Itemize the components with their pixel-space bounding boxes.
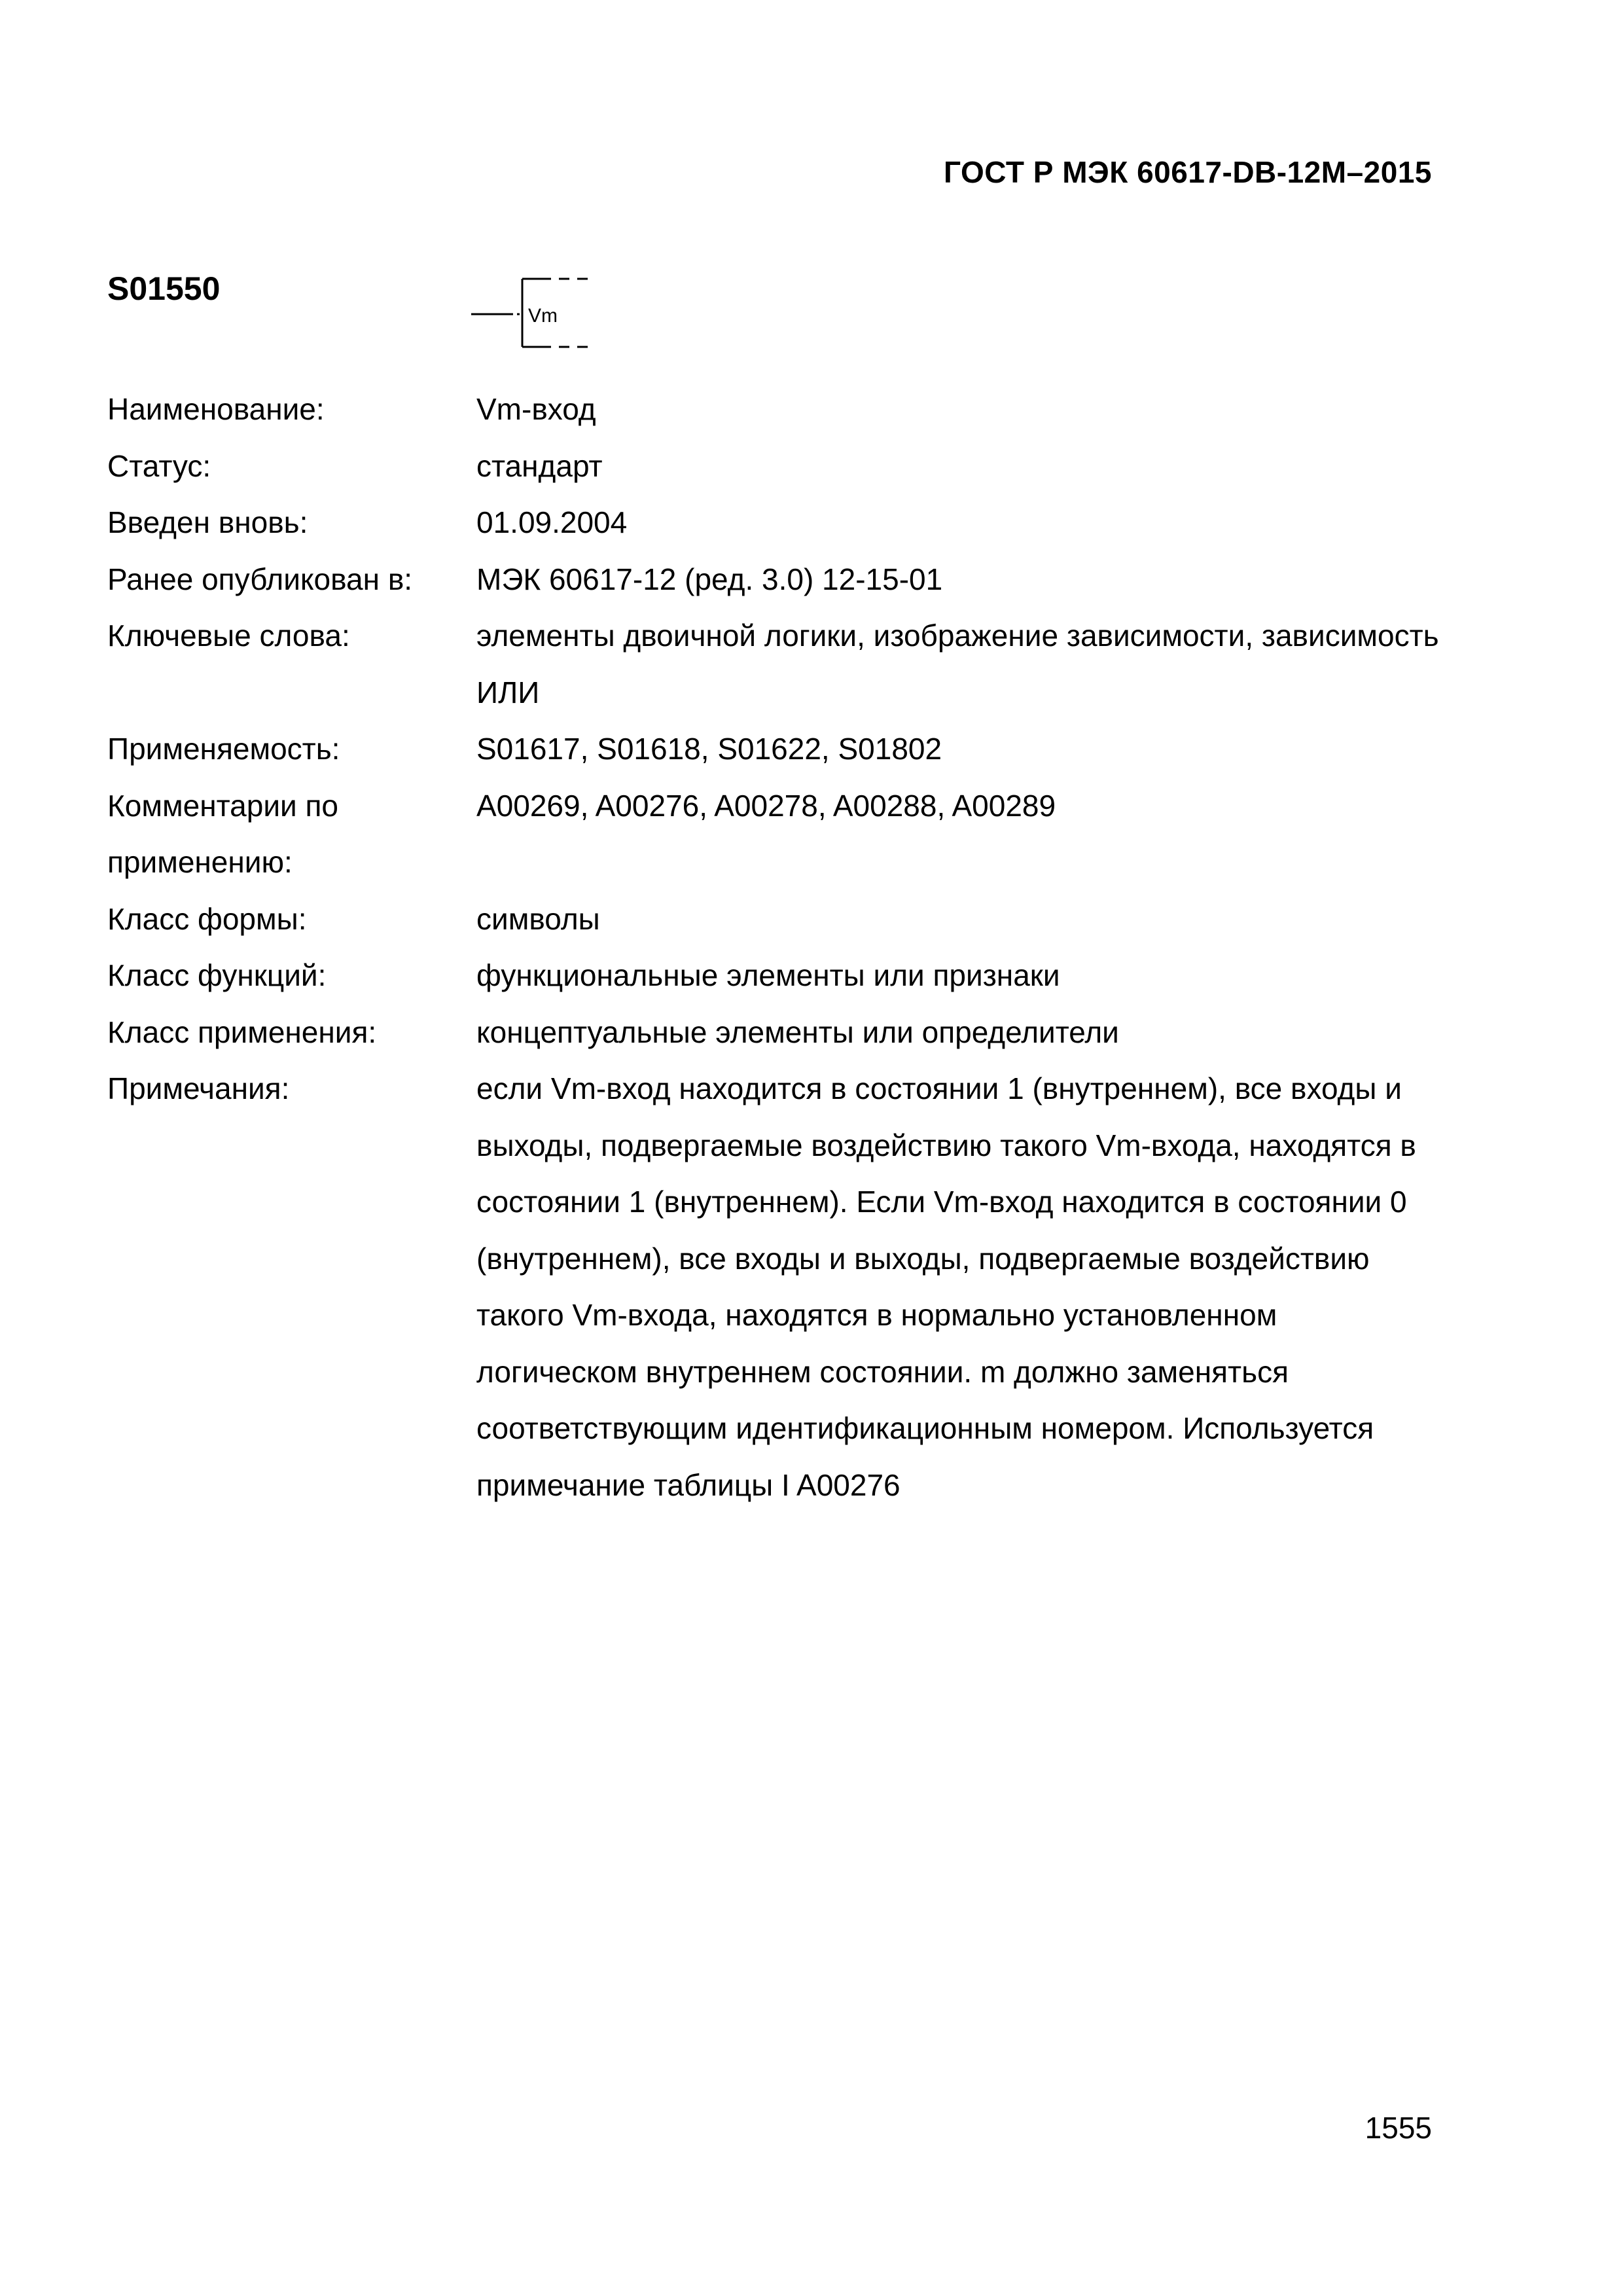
field-row-name	[107, 381, 1442, 438]
field-value: 01.09.2004	[476, 505, 628, 539]
field-value: концептуальные элементы или определители	[476, 1014, 1119, 1049]
field-value: A00269, A00276, A00278, A00288, A00289	[476, 788, 1056, 823]
page-number: 1555	[1364, 2111, 1432, 2145]
field-value: МЭК 60617-12 (ред. 3.0) 12-15-01	[476, 562, 943, 596]
field-label: Класс формы:	[107, 901, 307, 936]
field-value: функциональные элементы или признаки	[476, 958, 1060, 992]
field-label: Наименование:	[107, 392, 325, 426]
field-row-introduced	[107, 494, 1442, 551]
field-label: Класс применения:	[107, 1014, 377, 1049]
field-value: символы	[476, 901, 600, 936]
field-value: если Vm-вход находится в состоянии 1 (внутреннем), все входы и выходы, подвергаемые воздействию такого Vm-входа, находятся в состоянии 1 (внутреннем). Если Vm-вход находится в состоянии 0 (внутреннем), все входы и выходы, подвергаемые воздействию такого Vm-входа, находятся в нормально установленном логическом внутреннем состоянии. m должно заменяться соответствующим идентификационным номером. Используется примечание таблицы I A00276	[476, 1071, 1416, 1502]
field-row-application-class	[107, 1004, 1442, 1061]
field-value: элементы двоичной логики, изображение зависимости, зависимость ИЛИ	[476, 619, 1439, 709]
field-label: Ключевые слова:	[107, 619, 350, 653]
field-label: Введен вновь:	[107, 505, 308, 539]
symbol-graphic-label: Vm	[528, 305, 558, 327]
field-row-notes	[107, 1060, 1442, 1513]
field-label: Применяемость:	[107, 732, 340, 766]
field-value: S01617, S01618, S01622, S01802	[476, 732, 942, 766]
field-value: Vm-вход	[476, 392, 596, 426]
symbol-graphic	[470, 270, 614, 355]
field-label: Класс функций:	[107, 958, 327, 992]
field-label: Ранее опубликован в:	[107, 562, 413, 596]
field-value: стандарт	[476, 448, 603, 483]
field-row-keywords	[107, 607, 1442, 721]
field-row-status	[107, 438, 1442, 495]
field-row-previously-published	[107, 551, 1442, 608]
document-standard-header: ГОСТ Р МЭК 60617-DB-12M–2015	[944, 155, 1432, 189]
symbol-id: S01550	[107, 270, 221, 307]
field-row-application-comments	[107, 778, 1442, 891]
vm-input-symbol-icon	[470, 270, 614, 355]
field-label: Статус:	[107, 448, 211, 483]
symbol-properties	[107, 381, 1442, 1513]
field-label: Комментарии по применению:	[107, 788, 338, 879]
field-row-shape-class	[107, 891, 1442, 948]
field-row-applicability	[107, 721, 1442, 778]
field-row-function-class	[107, 947, 1442, 1004]
field-label: Примечания:	[107, 1071, 290, 1105]
